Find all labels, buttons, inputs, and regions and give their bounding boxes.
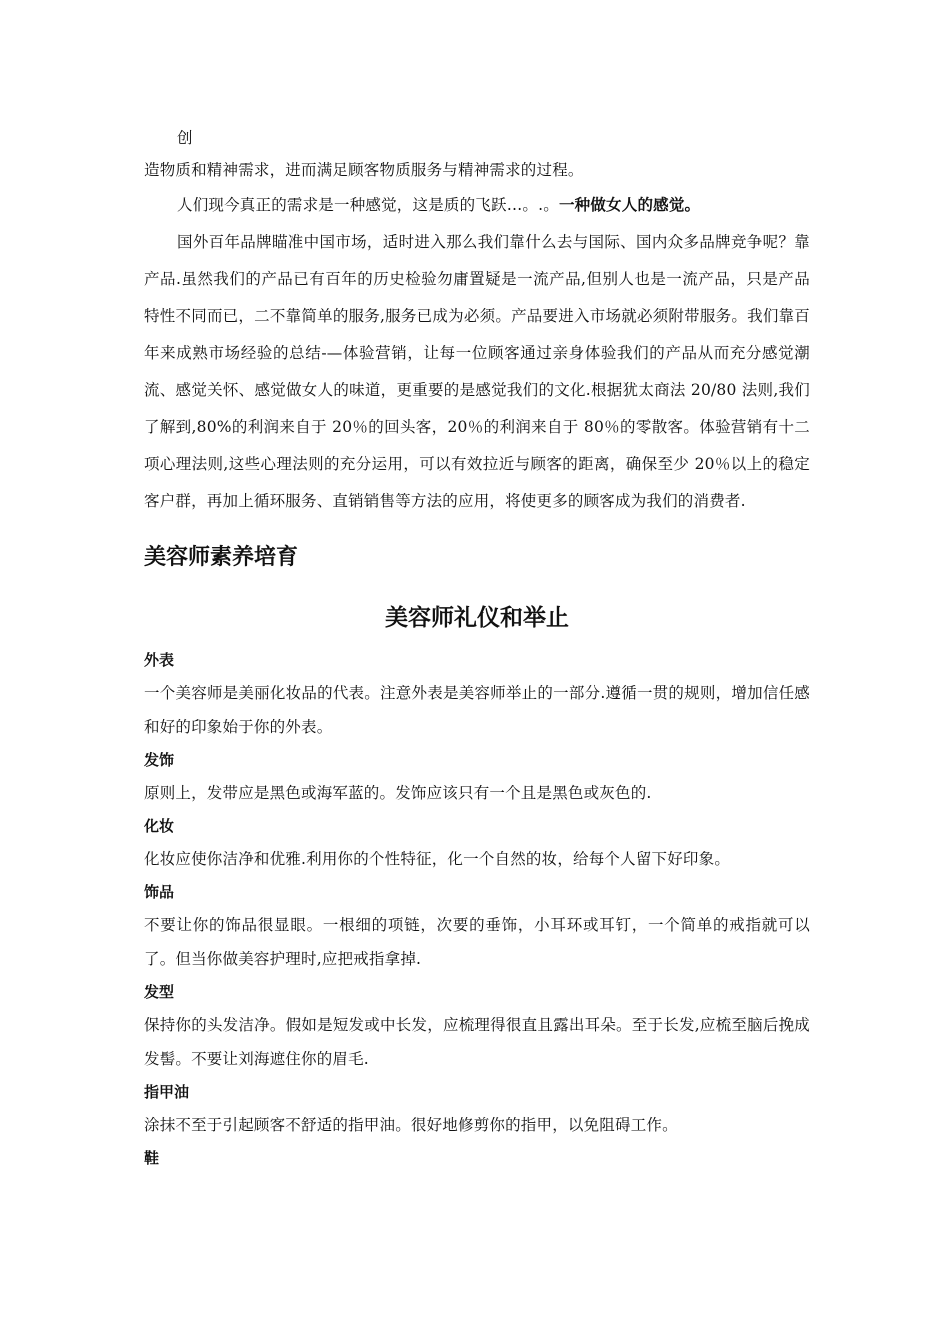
section-title-shoes: 鞋 xyxy=(144,1149,160,1167)
intro-line-3 xyxy=(144,186,810,224)
page-title: 美容师礼仪和举止 xyxy=(385,605,569,631)
intro-line-3-text: 人们现今真正的需求是一种感觉，这是质的飞跃…。.。 xyxy=(177,196,559,214)
intro-line-3-emphasis: 一种做女人的感觉。 xyxy=(558,195,701,214)
intro-line-2: 造物质和精神需求，进而满足顾客物质服务与精神需求的过程。 xyxy=(144,161,584,179)
section-body-jewelry: 不要让你的饰品很显眼。一根细的项链，次要的垂饰，小耳环或耳钉，一个简单的戒指就可以了。但当你做美容护理时,应把戒指拿掉. xyxy=(144,916,810,968)
section-title-hairstyle: 发型 xyxy=(144,983,175,1001)
section-title-appearance: 外表 xyxy=(144,651,175,669)
section-body-hair-accessories: 原则上，发带应是黑色或海军蓝的。发饰应该只有一个且是黑色或灰色的. xyxy=(144,784,652,802)
section-body-nail-polish: 涂抹不至于引起顾客不舒适的指甲油。很好地修剪你的指甲，以免阻碍工作。 xyxy=(144,1116,678,1134)
etiquette-sections xyxy=(144,644,810,1174)
section-title-nail-polish: 指甲油 xyxy=(144,1083,190,1101)
document-content xyxy=(144,122,810,1174)
section-heading: 美容师素养培育 xyxy=(144,545,299,570)
section-title-jewelry: 饰品 xyxy=(144,883,175,901)
section-body-makeup: 化妆应使你洁净和优雅.利用你的个性特征，化一个自然的妆，给每个人留下好印象。 xyxy=(144,850,731,868)
intro-line-1: 创 xyxy=(177,129,193,147)
section-title-hair-accessories: 发饰 xyxy=(144,751,175,769)
section-title-makeup: 化妆 xyxy=(144,817,175,835)
intro-paragraph: 国外百年品牌瞄准中国市场，适时进入那么我们靠什么去与国际、国内众多品牌竞争呢？靠产品.虽然我们的产品已有百年的历史检验勿庸置疑是一流产品,但别人也是一流产品，只是产品特性不同而已，二不靠简单的服务,服务已成为必须。产品要进入市场就必须附带服务。我们靠百年来成熟市场经验的总结-—体验营销，让每一位顾客通过亲身体验我们的产品从而充分感觉潮流、感觉关怀、感觉做女人的味道，更重要的是感觉我们的文化.根据犹太商法 20/80 法则,我们了解到,80%的利润来自于 20％的回头客，20％的利润来自于 80％的零散客。体验营销有十二项心理法则,这些心理法则的充分运用，可以有效拉近与顾客的距离，确保至少 20％以上的稳定客户群，再加上循环服务、直销销售等方法的应用，将使更多的顾客成为我们的消费者. xyxy=(144,233,810,510)
section-body-appearance: 一个美容师是美丽化妆品的代表。注意外表是美容师举止的一部分.遵循一贯的规则，增加信任感和好的印象始于你的外表。 xyxy=(144,684,810,736)
section-body-hairstyle: 保持你的头发洁净。假如是短发或中长发，应梳理得很直且露出耳朵。至于长发,应梳至脑后挽成发髻。不要让刘海遮住你的眉毛. xyxy=(144,1016,810,1068)
